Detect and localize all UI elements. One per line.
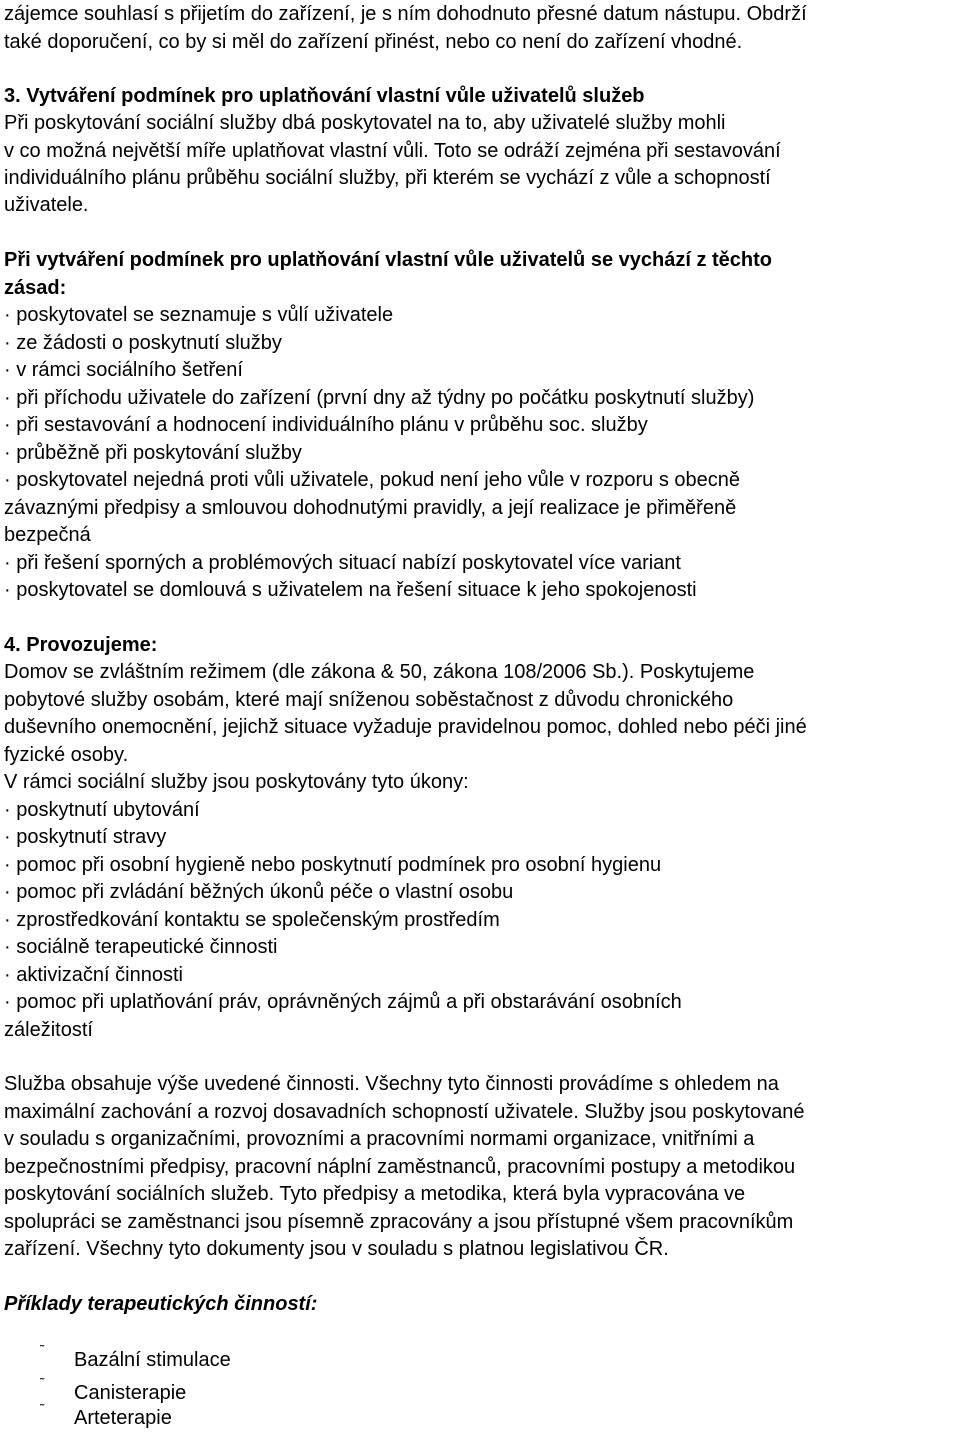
list-item: · při sestavování a hodnocení individuálního plánu v průběhu soc. služby bbox=[4, 414, 648, 436]
text-line: fyzické osoby. bbox=[4, 744, 129, 766]
text-line: Služba obsahuje výše uvedené činnosti. Všechny tyto činnosti provádíme s ohledem na bbox=[4, 1073, 779, 1095]
text-line: v co možná největší míře uplatňovat vlastní vůli. Toto se odráží zejména při sestavování bbox=[4, 140, 781, 162]
list-item: · v rámci sociálního šetření bbox=[4, 359, 243, 381]
list-item: Canisterapie bbox=[74, 1382, 187, 1404]
text-line: v souladu s organizačními, provozními a pracovními normami organizace, vnitřními a bbox=[4, 1128, 755, 1150]
text-line: duševního onemocnění, jejichž situace vyžaduje pravidelnou pomoc, dohled nebo péči jiné bbox=[4, 716, 807, 738]
text-line: Při poskytování sociální služby dbá poskytovatel na to, aby uživatelé služby mohli bbox=[4, 112, 726, 134]
tilde-bullet-icon: ˜ bbox=[40, 1401, 45, 1416]
text-line: bezpečnostními předpisy, pracovní náplní zaměstnanců, pracovními postupy a metodikou bbox=[4, 1156, 796, 1178]
tilde-bullet-icon: ˜ bbox=[40, 1375, 45, 1390]
text-line: uživatele. bbox=[4, 194, 89, 216]
subheading: Při vytváření podmínek pro uplatňování vlastní vůle uživatelů se vychází z těchto bbox=[4, 249, 772, 271]
text-line: pobytové služby osobám, které mají sníženou soběstačnost z důvodu chronického bbox=[4, 689, 734, 711]
list-item: · ze žádosti o poskytnutí služby bbox=[4, 332, 282, 354]
text-line: také doporučení, co by si měl do zařízení přinést, nebo co není do zařízení vhodné. bbox=[4, 31, 743, 53]
list-item: závaznými předpisy a smlouvou dohodnutými pravidly, a její realizace je přiměřeně bbox=[4, 497, 737, 519]
list-item: · při příchodu uživatele do zařízení (první dny až týdny po počátku poskytnutí služby) bbox=[4, 387, 755, 409]
list-item: · při řešení sporných a problémových situací nabízí poskytovatel více variant bbox=[4, 552, 681, 574]
list-item: · pomoc při zvládání běžných úkonů péče o vlastní osobu bbox=[4, 881, 514, 903]
therapies-heading: Příklady terapeutických činností: bbox=[4, 1293, 318, 1315]
list-item: · sociálně terapeutické činnosti bbox=[4, 936, 278, 958]
text-line: poskytování sociálních služeb. Tyto předpisy a metodika, která byla vypracována ve bbox=[4, 1183, 746, 1205]
list-item: · pomoc při uplatňování práv, oprávněných zájmů a při obstarávání osobních bbox=[4, 991, 682, 1013]
section-heading: 3. Vytváření podmínek pro uplatňování vlastní vůle uživatelů služeb bbox=[4, 85, 645, 107]
list-item: Bazální stimulace bbox=[74, 1349, 231, 1371]
list-item: · poskytovatel nejedná proti vůli uživatele, pokud není jeho vůle v rozporu s obecně bbox=[4, 469, 741, 491]
list-item: · poskytnutí ubytování bbox=[4, 799, 200, 821]
tilde-bullet-icon: ˜ bbox=[40, 1342, 45, 1357]
list-item: · poskytovatel se domlouvá s uživatelem na řešení situace k jeho spokojenosti bbox=[4, 579, 697, 601]
text-line: V rámci sociální služby jsou poskytovány tyto úkony: bbox=[4, 771, 469, 793]
list-item: bezpečná bbox=[4, 524, 91, 546]
text-line: zařízení. Všechny tyto dokumenty jsou v souladu s platnou legislativou ČR. bbox=[4, 1238, 669, 1260]
text-line: spolupráci se zaměstnanci jsou písemně zpracovány a jsou přístupné všem pracovníkům bbox=[4, 1211, 794, 1233]
list-item: · průběžně při poskytování služby bbox=[4, 442, 302, 464]
text-line: individuálního plánu průběhu sociální služby, při kterém se vychází z vůle a schopností bbox=[4, 167, 771, 189]
section-heading: 4. Provozujeme: bbox=[4, 634, 158, 656]
subheading: zásad: bbox=[4, 277, 67, 299]
list-item: záležitostí bbox=[4, 1019, 93, 1041]
list-item: Arteterapie bbox=[74, 1407, 172, 1429]
list-item: · pomoc při osobní hygieně nebo poskytnutí podmínek pro osobní hygienu bbox=[4, 854, 662, 876]
text-line: zájemce souhlasí s přijetím do zařízení, je s ním dohodnuto přesné datum nástupu. Obdrží bbox=[4, 3, 807, 25]
list-item: · zprostředkování kontaktu se společenským prostředím bbox=[4, 909, 500, 931]
list-item: · aktivizační činnosti bbox=[4, 964, 183, 986]
text-line: maximální zachování a rozvoj dosavadních schopností uživatele. Služby jsou poskytované bbox=[4, 1101, 805, 1123]
list-item: · poskytnutí stravy bbox=[4, 826, 167, 848]
list-item: · poskytovatel se seznamuje s vůlí uživatele bbox=[4, 304, 394, 326]
text-line: Domov se zvláštním režimem (dle zákona & 50, zákona 108/2006 Sb.). Poskytujeme bbox=[4, 661, 755, 683]
